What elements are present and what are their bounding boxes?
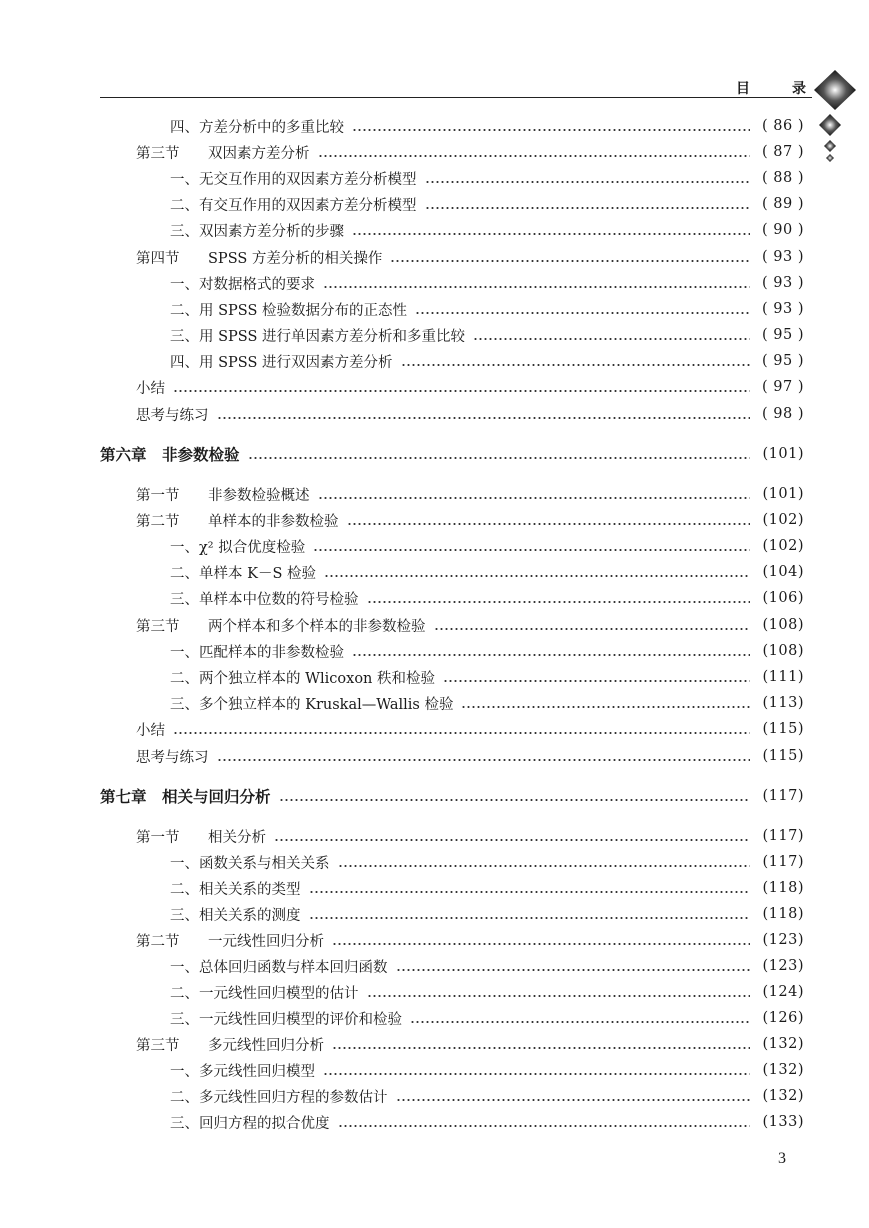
toc-section-number: 第一节	[136, 487, 180, 504]
header-title-left: 目	[736, 81, 750, 97]
toc-item-entry	[170, 692, 804, 714]
toc-page-ref: ( 93 )	[762, 301, 804, 317]
toc-page-ref: (115)	[762, 721, 804, 737]
toc-entry-label: 三、一元线性回归模型的评价和检验	[170, 1011, 402, 1028]
toc-item-entry	[170, 877, 804, 899]
dot-leader	[217, 759, 751, 761]
toc-page-ref: (106)	[762, 590, 804, 606]
toc-entry-label: 一、总体回归函数与样本回归函数	[170, 959, 388, 976]
dot-leader	[352, 233, 750, 235]
dot-leader	[410, 1021, 750, 1023]
dot-leader	[318, 155, 751, 157]
dot-leader	[338, 865, 751, 867]
toc-chapter-entry	[100, 785, 804, 807]
toc-section-title: 双因素方差分析	[208, 145, 310, 162]
toc-page-ref: ( 86 )	[762, 118, 804, 134]
toc-page-ref: (101)	[762, 486, 804, 502]
toc-entry-label	[136, 930, 332, 951]
toc-entry-label: 二、单样本 K－S 检验	[170, 565, 316, 582]
toc-page-ref: (108)	[762, 643, 804, 659]
toc-page-ref: ( 90 )	[762, 222, 804, 238]
header-title-right: 录	[792, 81, 806, 97]
toc-entry-label: 小结	[136, 722, 165, 739]
toc-section-title: 一元线性回归分析	[208, 933, 324, 950]
toc-page-ref: (118)	[762, 880, 804, 896]
dot-leader	[396, 969, 751, 971]
dot-leader	[352, 129, 750, 131]
dot-leader	[367, 601, 751, 603]
toc-page-ref: ( 93 )	[762, 275, 804, 291]
dot-leader	[473, 338, 750, 340]
dot-leader	[443, 680, 750, 682]
toc-page-ref: (126)	[762, 1010, 804, 1026]
toc-entry-label: 二、有交互作用的双因素方差分析模型	[170, 197, 417, 214]
toc-section-title: 两个样本和多个样本的非参数检验	[208, 618, 426, 635]
toc-section-entry	[136, 614, 804, 636]
toc-entry-label: 一、多元线性回归模型	[170, 1063, 315, 1080]
toc-item-entry	[170, 955, 804, 977]
toc-entry-label: 三、相关关系的测度	[170, 907, 301, 924]
dot-leader	[274, 839, 750, 841]
toc-page-ref: (104)	[762, 564, 804, 580]
toc-entry-label: 小结	[136, 380, 165, 397]
toc-entry-label: 第六章 非参数检验	[100, 446, 240, 464]
toc-entry-label: 三、单样本中位数的符号检验	[170, 591, 359, 608]
toc-entry-label: 二、两个独立样本的 Wlicoxon 秩和检验	[170, 670, 435, 687]
toc-page-ref: ( 87 )	[762, 144, 804, 160]
toc-page-ref: ( 95 )	[762, 353, 804, 369]
toc-item-entry	[170, 350, 804, 372]
toc-entry-label: 思考与练习	[136, 407, 209, 424]
toc-page-ref: ( 95 )	[762, 327, 804, 343]
toc-section-entry	[136, 246, 804, 268]
dot-leader	[338, 1125, 751, 1127]
dot-leader	[401, 364, 750, 366]
toc-entry-label: 第七章 相关与回归分析	[100, 788, 271, 806]
toc-section-entry	[136, 141, 804, 163]
toc-section-entry	[136, 376, 804, 398]
toc-entry-label: 三、双因素方差分析的步骤	[170, 223, 344, 240]
dot-leader	[323, 1073, 750, 1075]
toc-page-ref: (133)	[762, 1114, 804, 1130]
toc-section-title: 多元线性回归分析	[208, 1037, 324, 1054]
toc-item-entry	[170, 1085, 804, 1107]
toc-item-entry	[170, 535, 804, 557]
toc-entry-label: 一、对数据格式的要求	[170, 276, 315, 293]
toc-entry-label	[136, 510, 347, 531]
toc-section-number: 第三节	[136, 1037, 180, 1054]
toc-item-entry	[170, 666, 804, 688]
dot-leader	[323, 286, 750, 288]
toc-entry-label: 思考与练习	[136, 749, 209, 766]
toc-section-entry	[136, 509, 804, 531]
toc-section-entry	[136, 929, 804, 951]
toc-entry-label: 二、用 SPSS 检验数据分布的正态性	[170, 302, 408, 319]
toc-item-entry	[170, 272, 804, 294]
toc-page-ref: ( 89 )	[762, 196, 804, 212]
toc-page-ref: (117)	[762, 788, 804, 804]
toc-entry-label: 四、方差分析中的多重比较	[170, 119, 344, 136]
toc-page-ref: (117)	[762, 854, 804, 870]
dot-leader	[332, 1047, 750, 1049]
toc-item-entry	[170, 640, 804, 662]
toc-section-number: 第三节	[136, 618, 180, 635]
dot-leader	[461, 706, 750, 708]
dot-leader	[173, 390, 750, 392]
toc-page-ref: (115)	[762, 748, 804, 764]
toc-section-title: 相关分析	[208, 829, 266, 846]
dot-leader	[309, 891, 751, 893]
dot-leader	[332, 943, 750, 945]
toc-page-ref: ( 93 )	[762, 249, 804, 265]
toc-section-entry	[136, 718, 804, 740]
dot-leader	[309, 917, 751, 919]
toc-item-entry	[170, 193, 804, 215]
toc-item-entry	[170, 167, 804, 189]
toc-item-entry	[170, 981, 804, 1003]
header-rule	[100, 97, 812, 98]
toc-section-entry	[136, 1033, 804, 1055]
toc-item-entry	[170, 324, 804, 346]
toc-entry-label: 二、一元线性回归模型的估计	[170, 985, 359, 1002]
dot-leader	[425, 181, 751, 183]
toc-section-entry	[136, 483, 804, 505]
toc-item-entry	[170, 587, 804, 609]
toc-page-ref: (132)	[762, 1062, 804, 1078]
dot-leader	[352, 654, 750, 656]
toc-page-ref: ( 97 )	[762, 379, 804, 395]
toc-entry-label: 一、匹配样本的非参数检验	[170, 644, 344, 661]
toc-entry-label: 三、回归方程的拟合优度	[170, 1115, 330, 1132]
toc-entry-label: 一、函数关系与相关关系	[170, 855, 330, 872]
toc-page-ref: (113)	[762, 695, 804, 711]
toc-page-ref: (124)	[762, 984, 804, 1000]
toc-page-ref: (102)	[762, 512, 804, 528]
toc-entry-label: 三、多个独立样本的 Kruskal—Wallis 检验	[170, 696, 454, 713]
toc-item-entry	[170, 1059, 804, 1081]
toc-entry-label: 一、无交互作用的双因素方差分析模型	[170, 171, 417, 188]
toc-section-number: 第一节	[136, 829, 180, 846]
toc-page-ref: (117)	[762, 828, 804, 844]
dot-leader	[415, 312, 750, 314]
page-number: 3	[778, 1150, 786, 1167]
dot-leader	[318, 497, 751, 499]
toc-section-number: 第四节	[136, 250, 180, 267]
toc-section-entry	[136, 745, 804, 767]
toc-entry-label: 一、χ² 拟合优度检验	[170, 539, 306, 556]
toc-section-entry	[136, 825, 804, 847]
toc-page-ref: (111)	[762, 669, 804, 685]
toc-item-entry	[170, 1007, 804, 1029]
toc-item-entry	[170, 561, 804, 583]
toc-page-ref: (123)	[762, 932, 804, 948]
dot-leader	[324, 575, 750, 577]
toc-entry-label	[136, 826, 274, 847]
dot-leader	[248, 457, 750, 459]
toc-page-ref: (123)	[762, 958, 804, 974]
toc-section-number: 第二节	[136, 513, 180, 530]
toc-page-ref: ( 98 )	[762, 406, 804, 422]
toc-entry-label	[136, 247, 390, 268]
toc-section-number: 第二节	[136, 933, 180, 950]
dot-leader	[173, 732, 750, 734]
toc-item-entry	[170, 115, 804, 137]
dot-leader	[217, 417, 751, 419]
dot-leader	[313, 549, 750, 551]
toc-section-entry	[136, 403, 804, 425]
toc-item-entry	[170, 903, 804, 925]
toc-entry-label: 二、相关关系的类型	[170, 881, 301, 898]
dot-leader	[347, 523, 751, 525]
toc-page-ref: ( 88 )	[762, 170, 804, 186]
toc-entry-label	[136, 142, 318, 163]
toc-section-title: 单样本的非参数检验	[208, 513, 339, 530]
toc-section-title: SPSS 方差分析的相关操作	[208, 250, 383, 267]
dot-leader	[367, 995, 751, 997]
toc-chapter-entry	[100, 443, 804, 465]
toc-entry-label: 四、用 SPSS 进行双因素方差分析	[170, 354, 393, 371]
toc-page-ref: (118)	[762, 906, 804, 922]
toc-entry-label	[136, 615, 434, 636]
toc-item-entry	[170, 219, 804, 241]
toc-page-ref: (108)	[762, 617, 804, 633]
dot-leader	[434, 628, 751, 630]
toc-entry-label: 二、多元线性回归方程的参数估计	[170, 1089, 388, 1106]
toc-section-number: 第三节	[136, 145, 180, 162]
toc-entry-label	[136, 1034, 332, 1055]
dot-leader	[279, 799, 750, 801]
toc-page-ref: (132)	[762, 1088, 804, 1104]
toc-entry-label	[136, 484, 318, 505]
toc-item-entry	[170, 298, 804, 320]
running-header	[736, 78, 806, 98]
toc-page-ref: (102)	[762, 538, 804, 554]
toc-item-entry	[170, 851, 804, 873]
toc-section-title: 非参数检验概述	[208, 487, 310, 504]
dot-leader	[425, 207, 751, 209]
dot-leader	[390, 260, 750, 262]
toc-page-ref: (132)	[762, 1036, 804, 1052]
toc-page-ref: (101)	[762, 446, 804, 462]
dot-leader	[396, 1099, 751, 1101]
toc-entry-label: 三、用 SPSS 进行单因素方差分析和多重比较	[170, 328, 466, 345]
diamond-ornament-icon	[812, 68, 858, 168]
toc-item-entry	[170, 1111, 804, 1133]
